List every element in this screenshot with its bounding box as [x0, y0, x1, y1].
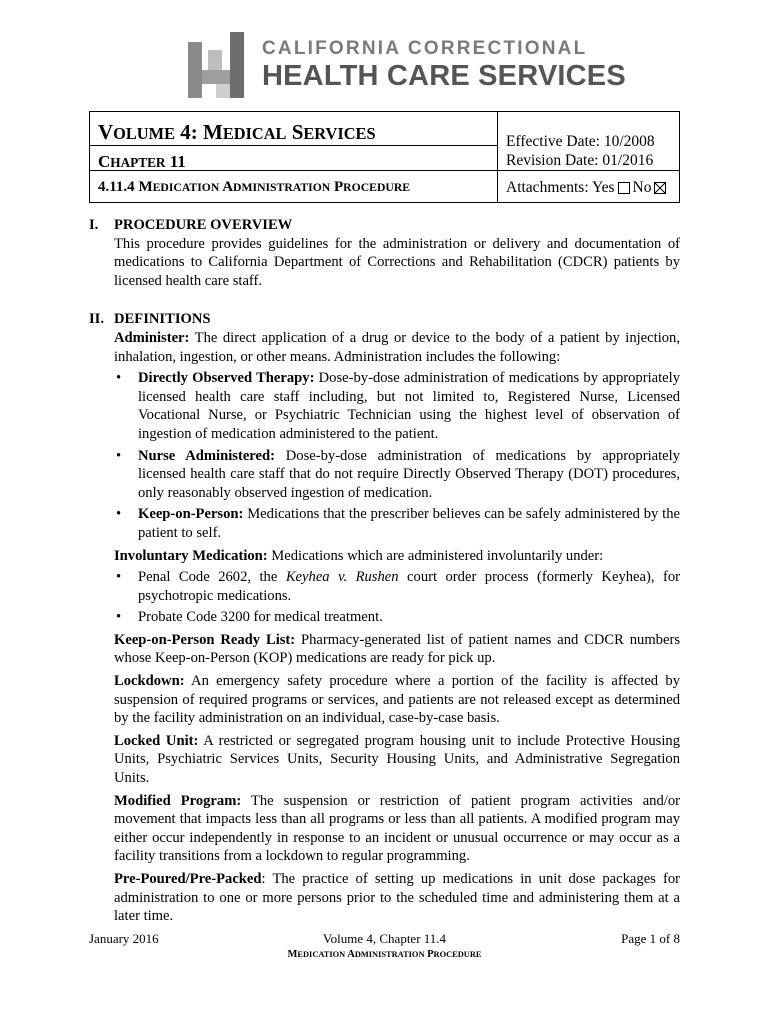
footer-volume: Volume 4, Chapter 11.4 — [322, 931, 447, 946]
attachments-yes-checkbox — [618, 182, 630, 194]
footer-date: January 2016 — [89, 931, 159, 946]
definition-kop-ready-list: Keep-on-Person Ready List: Pharmacy-generated list of patient names and CDCR numbers whose Keep-on-Person (KOP) medications are ready for pick up. — [114, 631, 680, 667]
section-heading: II. DEFINITIONS — [89, 311, 211, 328]
cchcs-logo-icon — [188, 32, 244, 98]
footer-procedure-title: MEDICATION ADMINISTRATION PROCEDURE — [287, 949, 482, 960]
attachments-no-checkbox — [654, 182, 666, 194]
definition-administer: Administer: The direct application of a drug or device to the body of a patient by injection, inhalation, ingestion, or other means. Administration includes the following: — [114, 329, 680, 365]
definition-pre-poured: Pre-Poured/Pre-Packed: The practice of setting up medications in unit dose packages for administration to one or more persons prior to the scheduled time and administering them at a later time. — [114, 871, 680, 925]
chapter-title: CHAPTER 11 — [98, 152, 186, 171]
definition-modified-program: Modified Program: The suspension or restriction of patient program activities and/or movement that impacts less than all programs or less than all patients. A modified program may either occur independently in response to an incident or unusual occurrence or may occur as a facility transitions from a lockdown to regular programming. — [114, 792, 680, 865]
logo-line2: HEALTH CARE SERVICES — [262, 60, 626, 92]
attachments-no-label: No — [632, 179, 652, 196]
section-heading: I. PROCEDURE OVERVIEW — [89, 217, 293, 233]
definition-bullet: • Keep-on-Person: Medications that the prescriber believes can be safely administered by the patient to self. — [116, 506, 680, 541]
logo-line1: CALIFORNIA CORRECTIONAL — [262, 38, 588, 59]
effective-date: Effective Date: 10/2008 — [506, 133, 655, 150]
attachments-field — [506, 179, 666, 197]
revision-date: Revision Date: 01/2016 — [506, 152, 654, 169]
agency-logo — [188, 32, 626, 102]
definition-bullet: • Nurse Administered: Dose-by-dose administration of medications by appropriately licensed health care staff that do not require Directly Observed Therapy (DOT) procedures, only reasonably observed ingestion of medication. — [116, 447, 681, 501]
document-header-table — [89, 111, 680, 203]
definition-bullet: • Penal Code 2602, the Keyhea v. Rushen court order process (formerly Keyhea), for psychotropic medications. — [116, 569, 680, 604]
attachments-label: Attachments: Yes — [506, 179, 615, 196]
page-number: Page 1 of 8 — [621, 931, 680, 946]
procedure-overview-text: This procedure provides guidelines for the administration or delivery and documentation of medications to California Department of Corrections and Rehabilitation (CDCR) patients by licensed health care staff. — [114, 235, 680, 289]
volume-title: VOLUME 4: MEDICAL SERVICES — [98, 120, 376, 144]
definition-lockdown: Lockdown: An emergency safety procedure where a portion of the facility is affected by suspension of required programs or services, and patients are not released except as determined by the facility administration on an individual, case-by-case basis. — [114, 673, 680, 727]
definition-involuntary: Involuntary Medication: Medications which are administered involuntarily under: — [114, 547, 604, 564]
definition-locked-unit: Locked Unit: A restricted or segregated program housing unit to include Protective Housing Units, Psychiatric Services Units, Security Housing Units, and Administrative Segregation Units. — [114, 732, 680, 787]
definition-bullet: • Directly Observed Therapy: Dose-by-dose administration of medications by appropriately licensed health care staff including, but not limited to, Registered Nurse, Licensed Vocational Nurse, or Psychiatric Technician using the highest level of observation of ingestion of medication administered to the patient. — [116, 370, 680, 442]
definition-bullet: • Probate Code 3200 for medical treatment. — [116, 609, 383, 626]
procedure-title: 4.11.4 MEDICATION ADMINISTRATION PROCEDURE — [98, 179, 411, 195]
checked-x-icon — [655, 183, 665, 193]
document-body — [89, 216, 680, 926]
